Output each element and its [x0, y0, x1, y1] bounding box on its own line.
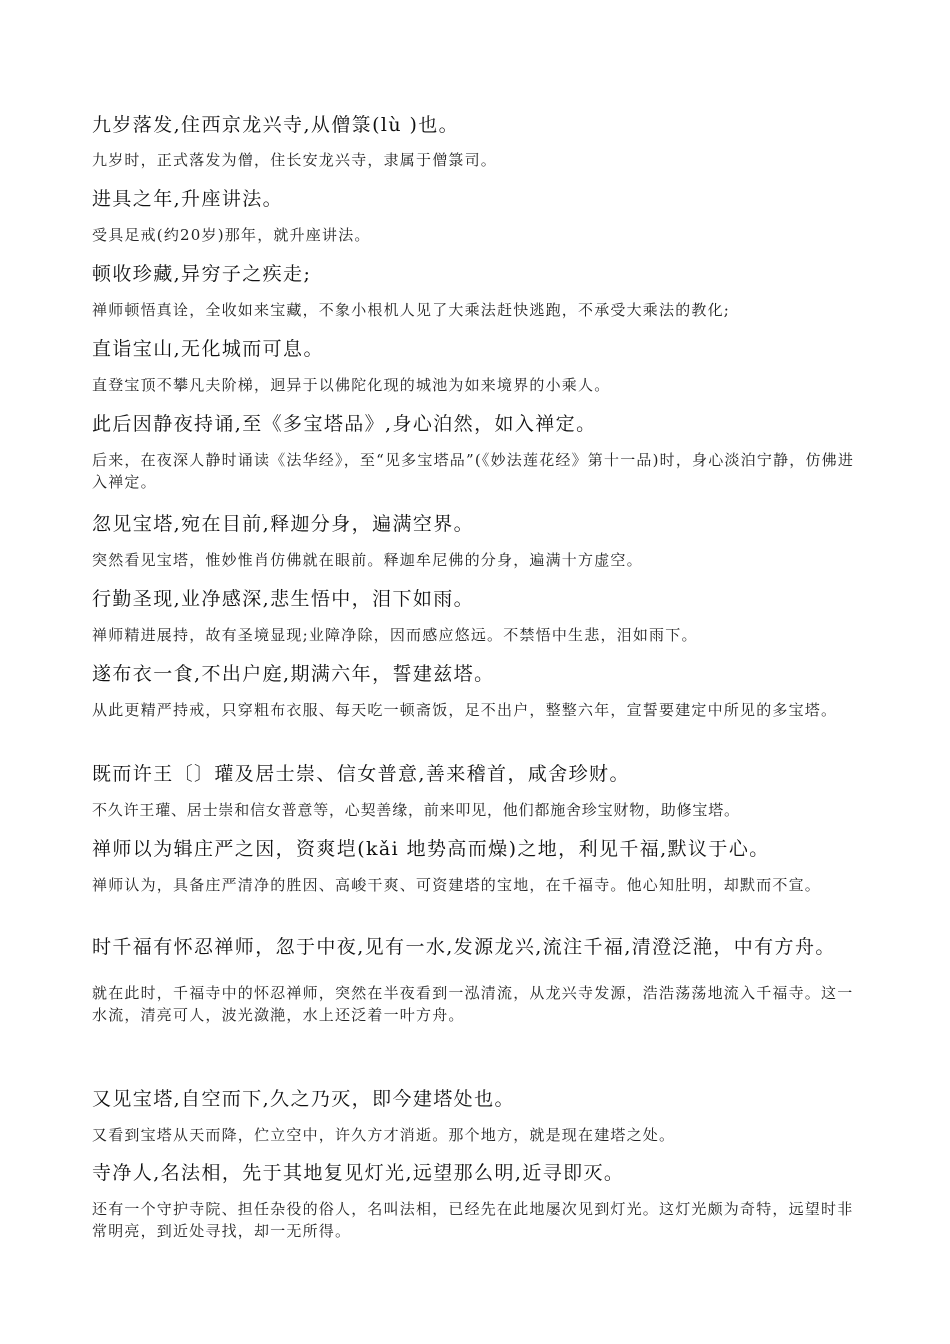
translation-text: 又看到宝塔从天而降，伫立空中，许久方才消逝。那个地方，就是现在建塔之处。 [92, 1126, 676, 1144]
original-text: 直诣宝山,无化城而可息。 [92, 338, 324, 360]
translation-text: 后来，在夜深人静时诵读《法华经》，至“见多宝塔品”(《妙法莲花经》第十一品)时，身心淡泊宁静，仿佛进入禅定。 [92, 451, 855, 491]
original-text: 九岁落发,住西京龙兴寺,从僧箓(lù )也。 [92, 114, 460, 136]
entry-7 [92, 586, 872, 646]
entry-6 [92, 511, 872, 571]
translation-text: 九岁时，正式落发为僧，住长安龙兴寺，隶属于僧箓司。 [92, 151, 498, 169]
original-text: 忽见宝塔,宛在目前,释迦分身，遍满空界。 [92, 513, 475, 535]
original-text: 禅师以为辑庄严之因，资爽垲(kǎi 地势高而燥)之地，利见千福,默议于心。 [92, 838, 770, 860]
original-text: 遂布衣一食,不出户庭,期满六年，誓建兹塔。 [92, 663, 495, 685]
original-text: 顿收珍藏,异穷子之疾走; [92, 263, 312, 285]
original-text: 时千福有怀忍禅师，忽于中夜,见有一水,发源龙兴,流注千福,清澄泛滟，中有方舟。 [92, 936, 836, 958]
original-text: 进具之年,升座讲法。 [92, 188, 284, 210]
translation-text: 从此更精严持戒，只穿粗布衣服、每天吃一顿斋饭，足不出户，整整六年，宣誓要建定中所见的多宝塔。 [92, 701, 838, 719]
entry-12 [92, 1086, 872, 1146]
original-text: 既而许王〔〕瓘及居士崇、信女普意,善来稽首，咸舍珍财。 [92, 763, 630, 785]
translation-text: 还有一个守护寺院、担任杂役的俗人，名叫法相，已经先在此地屡次见到灯光。这灯光颇为奇特，远望时非常明亮，到近处寻找，却一无所得。 [92, 1200, 854, 1240]
entry-1 [92, 112, 872, 171]
translation-text: 就在此时，千福寺中的怀忍禅师，突然在半夜看到一泓清流，从龙兴寺发源，浩浩荡荡地流入千福寺。这一水流，清亮可人，波光潋滟，水上还泛着一叶方舟。 [92, 984, 854, 1024]
original-text: 寺净人,名法相，先于其地复见灯光,远望那么明,近寻即灭。 [92, 1162, 625, 1184]
translation-text: 禅师精进展持，故有圣境显现;业障净除，因而感应悠远。不禁悟中生悲，泪如雨下。 [92, 626, 698, 644]
entry-9 [92, 761, 872, 821]
entry-3 [92, 261, 872, 321]
translation-text: 禅师顿悟真诠，全收如来宝藏，不象小根机人见了大乘法赶快逃跑，不承受大乘法的教化; [92, 301, 731, 319]
translation-text: 直登宝顶不攀凡夫阶梯，迥异于以佛陀化现的城池为如来境界的小乘人。 [92, 376, 611, 394]
original-text: 又见宝塔,自空而下,久之乃灭，即今建塔处也。 [92, 1088, 515, 1110]
entry-8 [92, 661, 872, 721]
translation-text: 禅师认为，具备庄严清净的胜因、高峻干爽、可资建塔的宝地，在千福寺。他心知肚明，却默而不宣。 [92, 876, 822, 894]
entry-10 [92, 836, 872, 896]
original-text: 此后因静夜持诵,至《多宝塔品》,身心泊然，如入禅定。 [92, 413, 597, 435]
entry-4 [92, 336, 872, 396]
entry-5 [92, 411, 872, 493]
translation-text: 不久许王瓘、居士崇和信女普意等，心契善缘，前来叩见，他们都施舍珍宝财物，助修宝塔。 [92, 801, 740, 819]
translation-text: 受具足戒(约20岁)那年，就升座讲法。 [92, 226, 371, 244]
entry-13 [92, 1160, 872, 1242]
entry-2 [92, 186, 872, 246]
original-text: 行勤圣现,业净感深,悲生悟中，泪下如雨。 [92, 588, 475, 610]
entry-11 [92, 934, 872, 1026]
translation-text: 突然看见宝塔，惟妙惟肖仿佛就在眼前。释迦牟尼佛的分身，遍满十方虚空。 [92, 551, 643, 569]
